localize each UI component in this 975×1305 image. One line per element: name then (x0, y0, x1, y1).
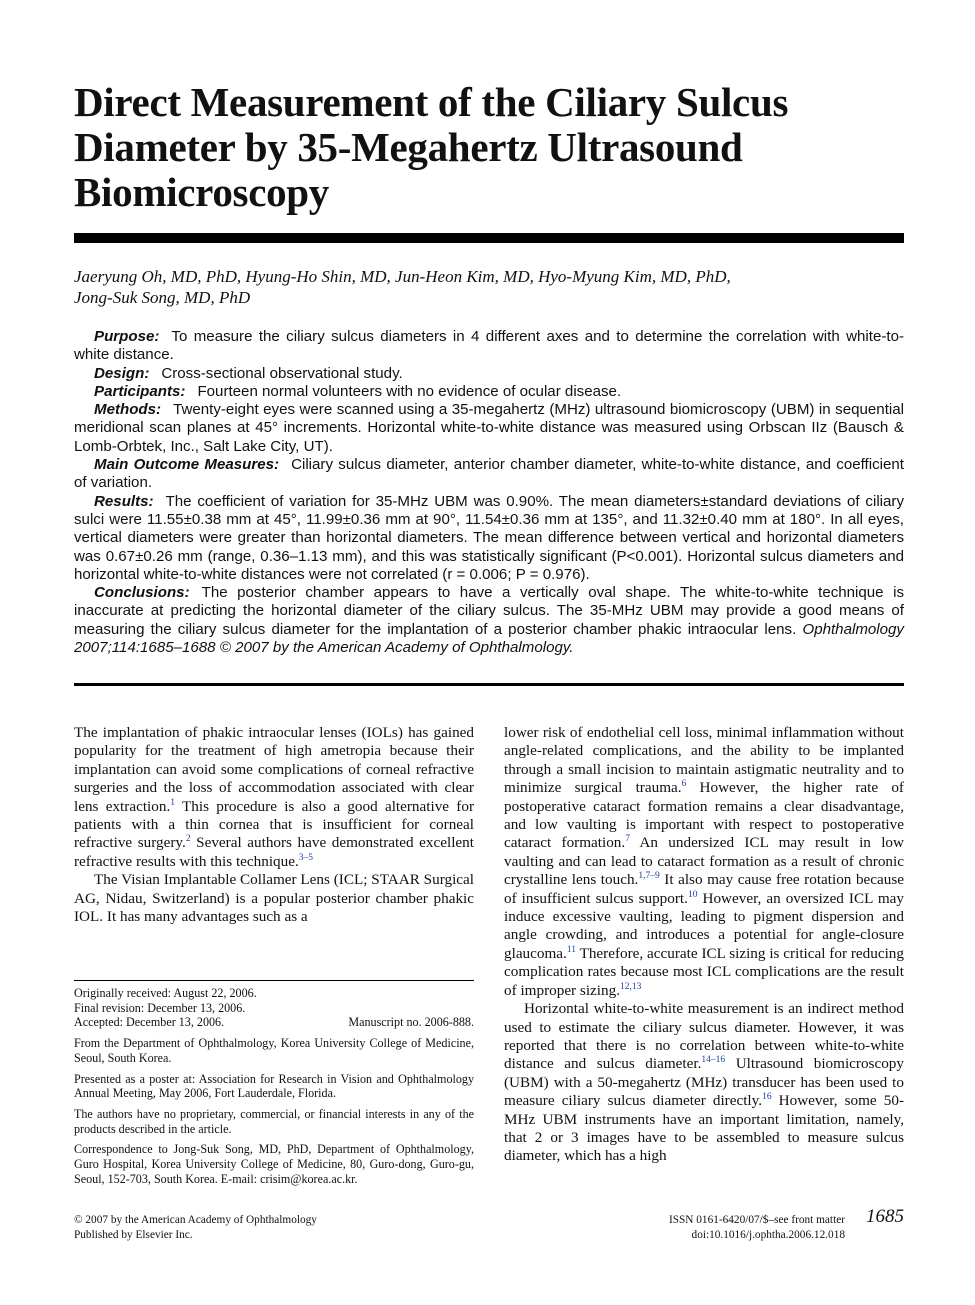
abstract (74, 328, 904, 657)
reference-link[interactable]: 2 (185, 834, 191, 845)
title-rule (74, 233, 904, 243)
reference-link[interactable]: 16 (762, 1092, 772, 1103)
participants-text: Fourteen normal volunteers with no evidence of ocular disease. (197, 382, 622, 400)
issn-block (560, 1213, 845, 1243)
reference-link[interactable]: 12,13 (620, 981, 642, 992)
methods-text: Twenty-eight eyes were scanned using a 35-megahertz (MHz) ultrasound biomicroscopy (UBM) in sequential meridional scan planes at 45° increments. Horizontal white-to-white distance was measured using Orbscan IIz (Bausch & Lomb-Orbtek, Inc., Salt Lake City, UT). (74, 401, 904, 455)
abstract-design (74, 365, 904, 383)
design-label: Design: (94, 364, 150, 382)
doi-line: doi:10.1016/j.ophtha.2006.12.018 (691, 1229, 845, 1241)
accepted-date: Accepted: December 13, 2006. (74, 1015, 225, 1030)
journal-citation: Ophthalmology 2007;114:1685–1688 © 2007 by the American Academy of Ophthalmology. (74, 620, 904, 657)
reference-link[interactable]: 1 (170, 797, 175, 808)
interest-note: The authors have no proprietary, commercial, or financial interests in any of the products described in the article. (74, 1106, 474, 1136)
author-list (74, 266, 904, 308)
received-date: Originally received: August 22, 2006. (74, 986, 257, 1000)
body-column-left (74, 724, 474, 926)
body-paragraph: Horizontal white-to-white measurement is an indirect method used to estimate the ciliary sulcus diameter. However, it was reported that there is no correlation between white-to-white distance and sulcus diameter.$^{14-16}$ Ultrasound biomicroscopy (UBM) with a 50-megahertz (MHz) transducer has been used to measure ciliary sulcus diameter directly.$^{16}$ However, some 50-MHz UBM instruments have an important limitation, namely, that 2 or 3 images have to be assembled to measure sulcus diameter, which has a high (504, 1000, 904, 1165)
copyright-line: © 2007 by the American Academy of Ophthalmology (74, 1214, 317, 1226)
reference-link[interactable]: 6 (681, 779, 687, 790)
footnotes (74, 986, 474, 1192)
abstract-results (74, 493, 904, 584)
revision-date: Final revision: December 13, 2006. (74, 1000, 246, 1015)
presentation-note: Presented as a poster at: Association for Research in Vision and Ophthalmology Annual Meeting, May 2006, Fort Lauderdale, Florida. (74, 1071, 474, 1101)
accepted-line (74, 1015, 474, 1030)
affiliation-note: From the Department of Ophthalmology, Korea University College of Medicine, Seoul, South Korea. (74, 1036, 474, 1065)
reference-link[interactable]: 1,7–9 (638, 871, 660, 882)
abstract-participants (74, 383, 904, 401)
article-title: Direct Measurement of the Ciliary Sulcus Diameter by 35-Megahertz Ultrasound Biomicroscopy (74, 79, 789, 215)
abstract-rule (74, 683, 904, 686)
publisher-line: Published by Elsevier Inc. (74, 1229, 193, 1241)
body-column-right (504, 724, 904, 1166)
correspondence-note: Correspondence to Jong-Suk Song, MD, PhD, Department of Ophthalmology, Guro Hospital, Korea University College of Medicine, 80, Guro-dong, Guro-gu, Seoul, 152-703, South Korea. E-mail: crisim@korea.ac.kr. (74, 1142, 474, 1186)
reference-link[interactable]: 14–16 (701, 1055, 726, 1066)
conclusions-label: Conclusions: (94, 584, 190, 602)
body-paragraph: lower risk of endothelial cell loss, minimal inflammation without angle-related complications, and the ability to be implanted through a small incision to maintain astigmatic neutrality and to minimize surgical trauma.$^6$ However, the higher rate of postoperative cataract formation remains a clear disadvantage, and low vaulting is important with respect to postoperative cataract formation.$^7$ An undersized ICL may result in low vaulting and can lead to cataract formation as a result of chronic crystalline lens touch.$^{1,7-9}$ It also may cause free rotation because of insufficient sulcus support.$^{10}$ However, an oversized ICL may induce excessive vaulting, leading to pigment dispersion and angle crowding, and introduces a potential for angle-closure glaucoma.$^{11}$ Therefore, accurate ICL sizing is critical for reducing complication rates because most ICL complications are the result of improper sizing.$^{12,13}$ (504, 724, 904, 999)
design-text: Cross-sectional observational study. (161, 364, 403, 382)
reference-link[interactable]: 11 (566, 944, 576, 955)
body-paragraph: The Visian Implantable Collamer Lens (ICL; STAAR Surgical AG, Nidau, Switzerland) is a popular posterior chamber phakic IOL. It has many advantages such as a (74, 871, 474, 926)
methods-label: Methods: (94, 401, 162, 419)
footnote-rule (74, 980, 474, 981)
manuscript-number: Manuscript no. 2006-888. (348, 1015, 474, 1030)
reference-link[interactable]: 10 (687, 889, 698, 900)
abstract-purpose (74, 328, 904, 365)
authors-line-2: Jong-Suk Song, MD, PhD (74, 288, 251, 307)
page-number: 1685 (866, 1206, 904, 1227)
purpose-text: To measure the ciliary sulcus diameters in 4 different axes and to determine the correlation with white-to-white distance. (74, 328, 904, 364)
abstract-methods (74, 401, 904, 456)
body-paragraph: The implantation of phakic intraocular lenses (IOLs) has gained popularity for the treatment of high ametropia because their implantation can avoid some complications of corneal refractive surgeries and the loss of accommodation associated with clear lens extraction.$^1$ This procedure is also a good alternative for patients with a thin cornea that is insufficient for corneal refractive surgery.$^2$ Several authors have demonstrated excellent refractive results with this technique.$^{3-5}$ (74, 724, 475, 870)
issn-line: ISSN 0161-6420/07/$–see front matter (668, 1214, 845, 1226)
reference-link[interactable]: 3–5 (298, 852, 314, 863)
abstract-conclusions (74, 584, 904, 657)
copyright-block (74, 1213, 474, 1243)
abstract-outcome (74, 456, 904, 493)
authors-line-1: Jaeryung Oh, MD, PhD, Hyung-Ho Shin, MD, Jun-Heon Kim, MD, Hyo-Myung Kim, MD, PhD, (74, 267, 731, 286)
outcome-text: Ciliary sulcus diameter, anterior chamber diameter, white-to-white distance, and coefficient of variation. (74, 456, 904, 492)
results-label: Results: (94, 492, 154, 510)
results-text: The coefficient of variation for 35-MHz UBM was 0.90%. The mean diameters±standard deviations of ciliary sulci were 11.55±0.38 mm at 45°, 11.99±0.36 mm at 90°, 11.54±0.36 mm at 135°, and 11.32±0.40 mm at 180°. In all eyes, vertical diameters were greater than horizontal diameters. The mean difference between vertical and horizontal diameters was 0.67±0.26 mm (range, 0.36–1.13 mm), and this was statistically significant (P<0.001). Horizontal sulcus diameters and horizontal white-to-white distances were not correlated (r = 0.006; P = 0.976). (74, 492, 904, 583)
purpose-label: Purpose: (94, 328, 160, 345)
reference-link[interactable]: 7 (625, 834, 630, 845)
outcome-label: Main Outcome Measures: (94, 456, 280, 474)
conclusions-text: The posterior chamber appears to have a vertically oval shape. The white-to-white technique is inaccurate at predicting the horizontal diameter of the ciliary sulcus. The 35-MHz UBM may provide a good means of measuring the ciliary sulcus diameter for the implantation of a posterior chamber phakic intraocular lens. (74, 584, 904, 638)
participants-label: Participants: (94, 382, 186, 400)
